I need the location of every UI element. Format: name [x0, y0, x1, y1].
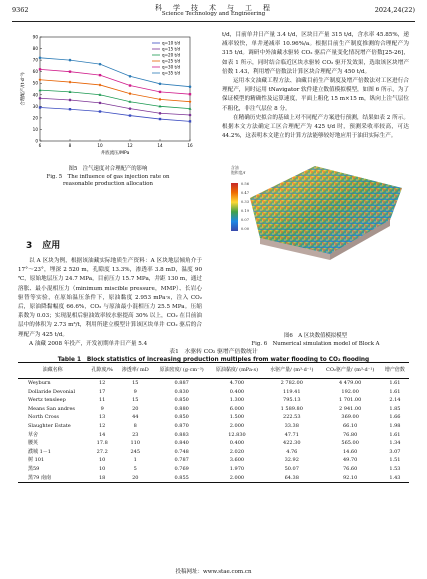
table-row [18, 422, 409, 431]
table1-caption-cn: 表1 水驱转 CO₂ 驱增产倍数统计 [169, 349, 258, 355]
series-line [40, 107, 190, 121]
table-cell: 11 [99, 397, 106, 404]
data-point [189, 85, 192, 88]
table-cell: 15 [132, 380, 139, 386]
table-cell: 2 941.00 [339, 405, 362, 412]
table-cell: 9 [100, 405, 104, 412]
table-cell: 33.38 [284, 422, 299, 429]
data-point [69, 108, 71, 110]
data-point [189, 120, 191, 122]
table-cell: 1.43 [381, 474, 409, 483]
table1 [18, 362, 409, 483]
table-header-cell: 原油密度/ (g·cm⁻³) [153, 363, 209, 379]
data-point [39, 68, 41, 70]
table-cell: 0.850 [174, 397, 189, 404]
table-cell: 3.07 [389, 448, 401, 455]
table-cell: 10 [99, 465, 106, 472]
table-cell: 0.840 [174, 440, 189, 447]
table-cell: 110 [130, 440, 141, 447]
table-row [18, 439, 409, 448]
table-cell: 20 [117, 474, 153, 483]
table-header-cell: CO₂驱产量/ (m³·d⁻¹) [320, 363, 381, 379]
y-tick-label: 20 [32, 115, 38, 121]
left-paragraph-1: 以 A 区块为例，根据该油藏实际地质生产资料：A 区块地层倾角介于 17°～23°，埋深 2 520 m，孔隙度 13.3%，渗透率 3.8 mD，温度 90 ℃，原始地层压力 24.7 MPa，目前压力 15.7 MPa，井距 130 m，通过溶胀、最小混相压力（minimum miscible pressure，MMP）、长岩心驱替等实验，在原始温压条件下，原油黏度 2.953 mPa·s，注入 CO₂ 后，原油降黏幅度 66.6%，CO₂ 与原油最小混相压力 25.5 MPa。压缩系数为 0.03；实现混相后驱油效率较水驱提高 30% 以上，CO₂ 在目前油层中的体积为 2.73 m³/t，利用所建立模型计算该区块单井 CO₂ 驱后的合理配产为 425 t/d。 [18, 258, 202, 338]
legend-label: q=35 t/d [162, 70, 181, 76]
table-cell: 1.300 [229, 397, 245, 404]
data-point [39, 106, 41, 108]
table-cell: 14 [99, 431, 106, 438]
table-row [18, 448, 409, 457]
legend-label: q=20 t/d [162, 52, 181, 58]
x-tick-label: 8 [68, 143, 72, 148]
right-paragraph-2: 运用本文油藏工程方法、油藏目前生产制度及增产倍数法对工区进行合理配产，同时运用 tNavigator 软件建立数值模拟模型，如图 6 所示，为了保证模型的精确性及运算速度，平面上粗化 15 m×15 m，纵向上注气层位不粗化，非注气层位 8 分。 [222, 78, 409, 112]
colorbar-tick: 0.07 [241, 218, 250, 222]
colorbar-tick: 0.47 [241, 191, 250, 195]
table-cell: 92.10 [320, 474, 381, 483]
fig5-caption-en1: Fig. 5 The influence of gas injection rate on [46, 173, 170, 180]
table-cell: 0.400 [229, 388, 245, 395]
fig5-svg [18, 33, 196, 163]
y-tick-label: 40 [32, 92, 38, 98]
table-cell: 2.14 [389, 397, 401, 404]
table-cell: 12 [99, 422, 106, 429]
table-cell: 0.887 [174, 380, 189, 386]
table-cell: 8 [133, 422, 137, 429]
table-cell: 49.70 [342, 457, 358, 464]
table-cell: 0.883 [174, 431, 189, 438]
table-cell: Weyburn [28, 380, 51, 386]
table-cell: 1 701.00 [339, 397, 362, 404]
data-point [159, 98, 162, 101]
table-cell: 0.830 [174, 388, 189, 395]
colorbar-tick: 0.56 [241, 182, 250, 186]
colorbar [231, 183, 238, 231]
data-point [39, 78, 42, 81]
table-cell: 0.748 [174, 448, 189, 455]
table-cell: 23 [132, 431, 139, 438]
x-tick-label: 10 [97, 143, 103, 148]
section-number: 3 [26, 241, 33, 251]
table-cell: 1.53 [389, 465, 401, 472]
table-header-cell: 渗透率/ mD [117, 363, 153, 379]
table-cell: 32.92 [284, 457, 299, 464]
data-point [69, 99, 72, 102]
table-cell: 4 479.00 [339, 380, 362, 386]
table-cell: 1.98 [389, 422, 401, 429]
table-cell: North Cross [28, 414, 59, 421]
table-cell: 2.000 [229, 422, 245, 429]
table-cell: 濮城 1－1 [28, 448, 51, 455]
y-axis-label: 合理配产/(t·d⁻¹) [21, 72, 26, 106]
table-cell: 18 [87, 474, 117, 483]
left-paragraph-2: A 油藏 2008 年投产，开发初期单井日产量 5.4 [29, 340, 148, 347]
y-tick-label: 50 [32, 80, 38, 86]
left-column-text [18, 257, 202, 349]
table-cell: 12 [99, 380, 106, 386]
table-cell: Dollaride Devonial [28, 388, 76, 395]
table-cell: 4.76 [286, 448, 298, 455]
table-cell: 1.61 [389, 431, 401, 438]
table-cell: 0.769 [174, 465, 189, 472]
table-row [18, 456, 409, 465]
table-cell: 119.41 [283, 388, 301, 395]
table-header-cell: 孔隙度/% [87, 363, 117, 379]
data-point [159, 83, 162, 86]
right-paragraph-1: t/d，目前单井日产量 3.4 t/d，区块日产量 315 t/d，含水率 45.85%，递减率较快，单井递减率 10.96%/a。根据目前生产制度推测的合理配产为 315 t/d。调研中外油藏水驱转 CO₂ 驱后产量变化情况增产倍数[25-26]，如表 1 所示，同时结合临近区块水驱转 CO₂ 驱开发效果，选取该区块增产倍数 1.43，利用增产倍数法计算区块合理配产为 450 t/d。 [222, 32, 409, 75]
table-row [18, 405, 409, 414]
table-cell: 1.34 [389, 440, 401, 447]
data-point [39, 57, 42, 60]
section-heading [26, 238, 60, 251]
section-title: 应用 [42, 241, 61, 251]
table-cell: 0.855 [153, 474, 209, 483]
data-point [69, 70, 71, 72]
table-cell: 1.500 [229, 414, 245, 421]
right-paragraph-3: 在精确历史拟合的基础上对不同配产方案进行预测，结果如表 2 所示。根据本文方法确定工区合理配产为 425 t/d 时，预测采收率较高，可达 44.2%，这表明本文建立的计算方法能够较好地应用于油田实际生产。 [222, 114, 409, 140]
table-cell: 2.000 [210, 474, 264, 483]
table-cell: 草舍 [28, 431, 39, 438]
table-cell: 64.38 [264, 474, 320, 483]
data-point [99, 110, 101, 112]
table-cell: 44 [132, 414, 139, 421]
table-cell: 27.2 [96, 448, 108, 455]
data-point [129, 107, 132, 110]
legend-label: q=25 t/d [162, 58, 181, 64]
table-cell: 565.00 [341, 440, 359, 447]
table-row [18, 379, 409, 388]
data-point [99, 74, 101, 76]
journal-title-en: Science Technology and Engineering [161, 11, 266, 17]
table-cell: 1.970 [229, 465, 245, 472]
table-cell: 黑59 [28, 465, 40, 472]
table-cell: 1.66 [389, 414, 401, 421]
data-point [189, 93, 191, 95]
table-header-cell: 原油黏度/ (mPa·s) [210, 363, 264, 379]
x-tick-label: 6 [38, 143, 42, 148]
table-cell: 2 782.00 [280, 380, 303, 386]
table-cell: 1 [133, 457, 137, 464]
x-tick-label: 12 [127, 143, 133, 148]
table-cell: 17 [99, 388, 106, 395]
table-cell: 1.61 [389, 388, 401, 395]
table-cell: 50.07 [284, 465, 299, 472]
table-cell: 66.10 [342, 422, 358, 429]
data-point [129, 75, 132, 78]
table-cell: 1.85 [389, 405, 401, 412]
y-tick-label: 0 [35, 138, 38, 144]
data-point [129, 114, 131, 116]
y-tick-label: 30 [32, 103, 38, 109]
table-cell: 0.787 [174, 457, 189, 464]
fig6-caption-en: Fig. 6 Numerical simulation model of Block A [251, 340, 380, 347]
table-body [18, 379, 409, 483]
legend-label: q=10 t/d [162, 40, 181, 46]
colorbar-title [231, 165, 245, 175]
journal-title: 科 学 技 术 与 工 程 [155, 4, 272, 12]
x-axis-label: 井底流压/MPa [100, 151, 130, 156]
table-cell: 5 [133, 465, 137, 472]
table-cell: 0.850 [174, 414, 189, 421]
table-cell: 9 [133, 388, 137, 395]
table-cell: 76.60 [342, 465, 358, 472]
table-cell: 2.020 [229, 448, 245, 455]
x-tick-label: 14 [157, 143, 163, 148]
data-point [159, 112, 162, 115]
colorbar-title-2: 饱和度/f [231, 170, 246, 175]
page-number: 9362 [12, 6, 29, 14]
data-point [99, 83, 102, 86]
table-row [18, 388, 409, 397]
x-tick-label: 16 [187, 143, 193, 148]
colorbar-tick: 0.33 [241, 200, 250, 204]
table-cell: 13 [99, 414, 106, 421]
data-point [189, 100, 192, 103]
data-point [129, 92, 132, 95]
table-cell: 6.000 [229, 405, 245, 412]
y-tick-label: 90 [32, 34, 38, 40]
colorbar-tick: 0.19 [241, 209, 250, 213]
data-point [99, 102, 102, 105]
data-point [69, 80, 72, 83]
table-cell: Means San andres [28, 405, 75, 412]
legend-label: q=30 t/d [162, 64, 181, 70]
table-cell: 10 [99, 457, 106, 464]
fig5-caption-en2: reasonable production allocation [62, 181, 154, 187]
fig5-caption [20, 166, 196, 189]
table-row [18, 465, 409, 474]
colorbar-title-1: 含油 [231, 165, 239, 170]
fig5-chart [18, 33, 196, 163]
y-tick-label: 80 [32, 46, 38, 52]
table-cell: 0.400 [229, 440, 245, 447]
table-cell: 20 [132, 405, 139, 412]
table-header-cell: 油藏名称 [18, 363, 87, 379]
table-header-row [18, 363, 409, 379]
colorbar-tick: 0.00 [241, 227, 250, 231]
table-cell: 422.30 [283, 440, 301, 447]
page-header [0, 0, 427, 24]
table-cell: 12.830 [228, 431, 246, 438]
table-cell: 14.60 [342, 448, 358, 455]
table-cell: Slaughter Estate [28, 422, 71, 429]
right-column-text [222, 31, 409, 141]
table-cell: 4.700 [229, 380, 245, 386]
data-point [129, 84, 131, 86]
table-cell: 1.51 [389, 457, 401, 464]
table-cell: 192.00 [341, 388, 359, 395]
table-header-cell: 水驱产量/ (m³·d⁻¹) [264, 363, 320, 379]
fig6-caption-cn: 图6 A 区块数值模拟模型 [284, 333, 347, 339]
header-rule [12, 21, 415, 22]
data-point [159, 118, 161, 120]
y-tick-label: 10 [32, 126, 38, 132]
table-cell: 245 [130, 448, 141, 455]
data-point [99, 63, 102, 66]
table-row [18, 413, 409, 422]
data-point [69, 59, 72, 62]
table-cell: 76.80 [342, 431, 358, 438]
footer: 投稿网址：www.stae.com.cn [175, 569, 252, 575]
table-cell: 222.53 [283, 414, 301, 421]
table-cell: 1.61 [389, 380, 401, 386]
table1-caption-en-text: Table 1 Block statistics of increasing production multiples from water flooding to CO₂ flooding [57, 357, 370, 363]
table-cell: 黑79 南南 [18, 474, 87, 483]
issue-info: 2024,24(22) [374, 6, 415, 14]
table-cell: 369.00 [341, 414, 359, 421]
table-row [18, 396, 409, 405]
table-cell: 0.870 [174, 422, 189, 429]
table-header-cell: 增产倍数 [381, 363, 409, 379]
table-row [18, 474, 409, 483]
table-cell: 1 589.80 [280, 405, 303, 412]
data-point [189, 114, 192, 117]
table-cell: 47.71 [284, 431, 299, 438]
table-cell: 795.13 [283, 397, 301, 404]
table-row [18, 431, 409, 440]
legend-label: q=15 t/d [162, 46, 181, 52]
table-cell: 3.600 [229, 457, 245, 464]
table-cell: Wertz tensleep [28, 397, 66, 404]
table-cell: 腰英 [28, 440, 39, 447]
y-tick-label: 70 [32, 57, 38, 63]
data-point [39, 97, 42, 100]
table-cell: 树 101 [28, 457, 45, 464]
fig5-caption-cn: 图5 注气速度对合理配产的影响 [68, 166, 148, 172]
y-tick-label: 60 [32, 69, 38, 75]
data-point [159, 91, 161, 93]
table-cell: 17.8 [96, 440, 108, 447]
table-cell: 15 [132, 397, 139, 404]
table-cell: 0.880 [174, 405, 189, 412]
